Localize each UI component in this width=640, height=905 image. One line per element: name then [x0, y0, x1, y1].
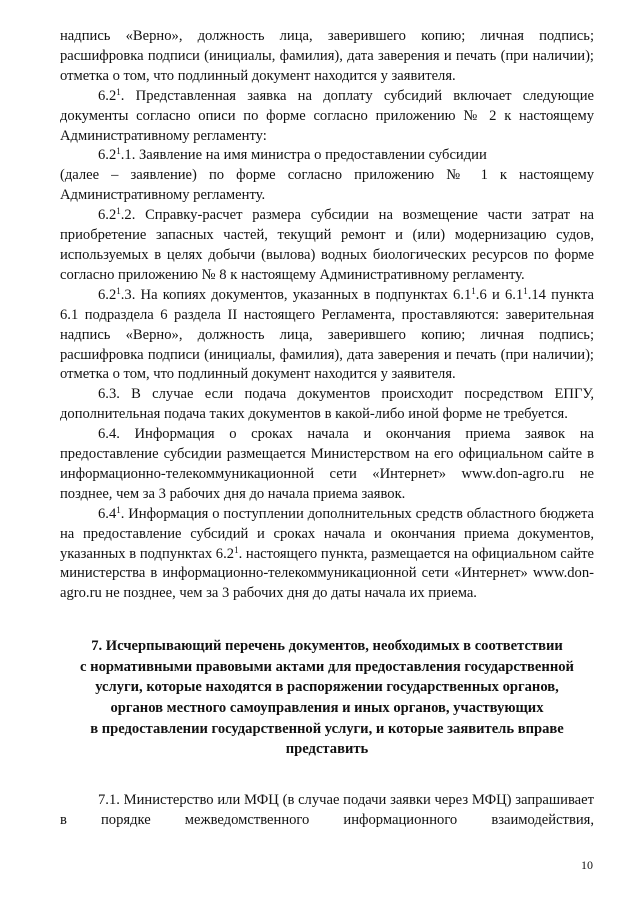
paragraph-6-2-1-1-rest: (далее – заявление) по форме согласно приложению № 1 к настоящему Административному регламенту.	[60, 167, 594, 204]
heading-line: представить	[285, 741, 369, 758]
heading-line: услуги, которые находятся в распоряжении государственных органов,	[95, 679, 559, 696]
heading-line: органов местного самоуправления и иных органов, участвующих	[110, 700, 544, 717]
section-7-heading	[60, 636, 594, 760]
heading-line: 7. Исчерпывающий перечень документов, необходимых в соответствии	[91, 638, 563, 655]
paragraph-7-1: 7.1. Министерство или МФЦ (в случае подачи заявки через МФЦ) запрашивает в порядке межведомственного информационного взаимодействия,	[60, 791, 594, 828]
paragraph-6-4-1: $6.4^1$. Информация о поступлении дополнительных средств областного бюджета на предоставление субсидий и сроках начала и окончания приема документов, указанных в подпунктах $6.2^1$. настоящего пункта, размещается на официальном сайте министерства в информационно-телекоммуникационной сети «Интернет» www.don-agro.ru не позднее, чем за 3 рабочих дня до даты начала их приема.	[60, 504, 594, 602]
paragraph-6-2-1-3: $6.2^1.3$. На копиях документов, указанных в подпунктах $6.1^1.6$ и $6.1^1.14$ пункта 6.1 подраздела 6 раздела II настоящего Регламента, проставляются: заверительная надпись «Верно», должность лица, заверившего копию; личная подпись; расшифровка подписи (инициалы, фамилия), дата заверения и печать (при наличии); отметка о том, что подлинный документ находится у заявителя.	[60, 285, 594, 383]
page-number: 10	[581, 858, 593, 872]
document-body	[60, 27, 594, 831]
paragraph-6-3: 6.3. В случае если подача документов происходит посредством ЕПГУ, дополнительная подача таких документов в какой-либо иной форме не требуется.	[60, 386, 594, 423]
paragraph-6-2-1-2: $6.2^1.2$. Справку-расчет размера субсидии на возмещение части затрат на приобретение запасных частей, текущий ремонт и (или) модернизацию судов, используемых в целях добычи (вылова) водных биологических ресурсов по форме согласно приложению № 8 к настоящему Административному регламенту.	[60, 206, 594, 283]
paragraph-certification-continued: надпись «Верно», должность лица, заверившего копию; личная подпись; расшифровка подписи (инициалы, фамилия), дата заверения и печать (при наличии); отметка о том, что подлинный документ находится у заявителя.	[60, 28, 594, 84]
paragraph-6-2-1-1-lead: $6.2^1.1$. Заявление на имя министра о предоставлении субсидии	[98, 146, 487, 164]
heading-line: с нормативными правовыми актами для предоставления государственной	[80, 658, 574, 675]
paragraph-6-4: 6.4. Информация о сроках начала и окончания приема заявок на предоставление субсидии размещается Министерством на его официальном сайте в информационно-телекоммуникационной сети «Интернет» www.don-agro.ru не позднее, чем за 3 рабочих дня до начала приема заявок.	[60, 426, 594, 502]
paragraph-6-2-1: $6.2^1$. Представленная заявка на доплату субсидий включает следующие документы согласно описи по форме согласно приложению № 2 к настоящему Административному регламенту:	[60, 86, 594, 144]
heading-line: в предоставлении государственной услуги, и которые заявитель вправе	[90, 720, 564, 737]
